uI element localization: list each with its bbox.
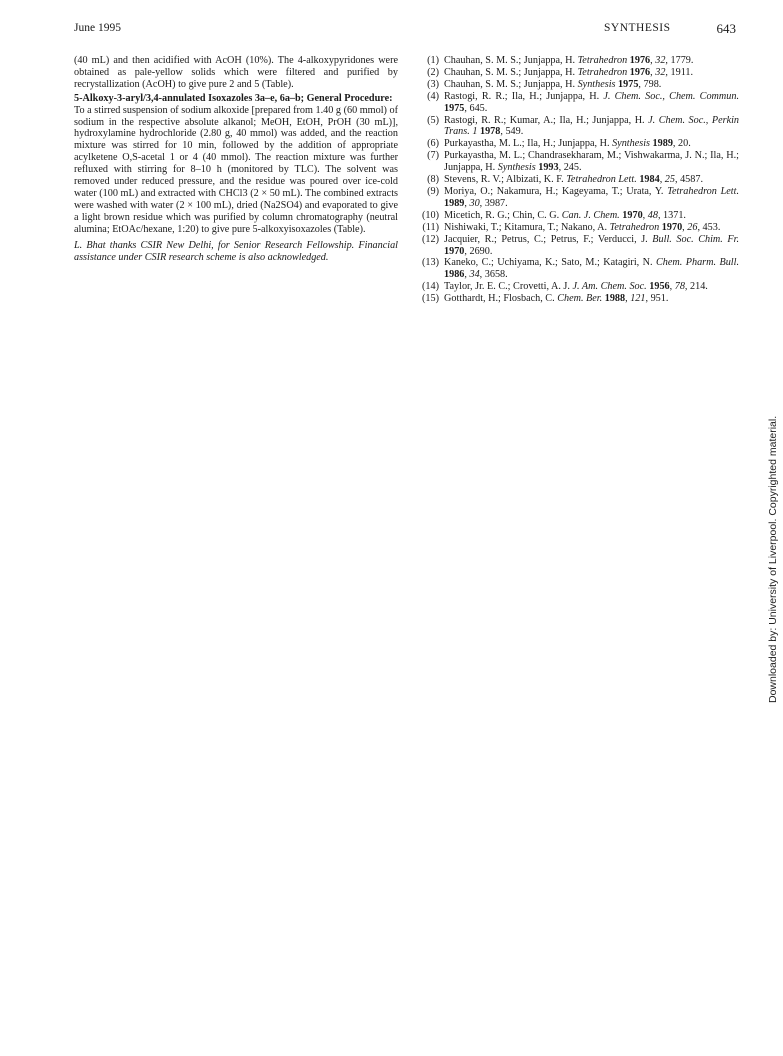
reference-year: 1989 [444, 197, 465, 209]
reference-authors: Nishiwaki, T.; Kitamura, T.; Nakano, A. [444, 221, 608, 233]
reference-item [413, 115, 739, 139]
reference-text: Kaneko, C.; Uchiyama, K.; Sato, M.; Katagiri, N. Chem. Pharm. Bull. 1986, 34, 3658. [444, 257, 739, 281]
reference-year: 1989 [652, 138, 673, 150]
reference-text: Purkayastha, M. L.; Chandrasekharam, M.; Vishwakarma, J. N.; Ila, H.; Junjappa, H. Synthesis 1993, 245. [444, 150, 739, 174]
reference-journal: J. Chem. Soc., Perkin Trans. 1 [444, 114, 740, 138]
reference-journal: Tetrahedron [577, 66, 628, 78]
reference-journal: J. Chem. Soc., Chem. Commun. [603, 90, 740, 102]
reference-volume: 34 [469, 269, 480, 281]
acknowledgement-paragraph: L. Bhat thanks CSIR New Delhi, for Senior Research Fellowship. Financial assistance under CSIR research scheme is also acknowledged. [74, 239, 398, 263]
reference-authors: Taylor, Jr. E. C.; Crovetti, A. J. [444, 281, 570, 293]
reference-authors: Rastogi, R. R.; Ila, H.; Junjappa, H. [444, 90, 600, 102]
reference-volume: 32 [655, 55, 666, 66]
reference-number: (14) [422, 281, 439, 293]
reference-journal: Tetrahedron Lett. [667, 185, 739, 197]
reference-number: (10) [422, 209, 439, 221]
reference-journal: Chem. Pharm. Bull. [656, 257, 739, 269]
reference-item [413, 91, 739, 115]
reference-journal: Synthesis [612, 138, 650, 150]
reference-item [413, 55, 739, 67]
reference-pages: 214. [690, 281, 708, 293]
reference-text: Stevens, R. V.; Albizati, K. F. Tetrahedron Lett. 1984, 25, 4587. [444, 174, 703, 186]
reference-authors: Rastogi, R. R.; Kumar, A.; Ila, H.; Junjappa, H. [444, 114, 645, 126]
header-date: June 1995 [74, 22, 121, 34]
reference-number: (3) [427, 78, 439, 90]
reference-authors: Gotthardt, H.; Flosbach, C. [444, 293, 555, 305]
reference-text: Chauhan, S. M. S.; Junjappa, H. Tetrahedron 1976, 32, 1779. [444, 55, 694, 66]
reference-journal: Synthesis [497, 162, 536, 174]
reference-journal: Tetrahedron [577, 55, 628, 66]
reference-number: (4) [427, 90, 439, 102]
reference-journal: Synthesis [577, 78, 616, 90]
reference-pages: 645. [469, 102, 488, 114]
reference-number: (8) [427, 174, 439, 186]
reference-item [413, 293, 739, 305]
reference-pages: 3987. [484, 197, 508, 209]
reference-journal: Tetrahedron [609, 221, 660, 233]
reference-item [413, 257, 739, 281]
page-header [74, 22, 736, 38]
reference-item [413, 186, 739, 210]
reference-volume: 26 [687, 221, 698, 233]
reference-journal: Can. J. Chem. [561, 209, 620, 221]
left-column [74, 55, 398, 263]
procedure-paragraph: To a stirred suspension of sodium alkoxide [prepared from 1.40 g (60 mmol) of sodium in the respective absolute alkanol; MeOH, EtOH, PrOH (30 mL)], hydroxylamine hydrochloride (2.80 g, 40 mmol) was added, and the reaction mixture was stirred for 10 min, followed by the addition of appropriate acylketene O,S-acetal 1 or 4 (40 mmol). The reaction mixture was further refluxed with stirring for 8–10 h (monitored by TLC). The solvent was removed under reduced pressure, and the residue was poured over ice-cold water (100 mL) and extracted with CHCl3 (2 × 50 mL). The combined extracts were washed with water (2 × 100 mL), dried (Na2SO4) and evaporated to give a light brown residue which was purified by column chromatography (neutral alumina; EtOAc/hexane, 1:20) to give pure 5-alkoxyisoxazoles (Table). [74, 104, 398, 235]
reference-number: (13) [422, 257, 439, 269]
reference-volume: 121 [630, 293, 646, 305]
reference-journal: J. Am. Chem. Soc. [572, 281, 647, 293]
reference-volume: 78 [674, 281, 685, 293]
procedure-heading: 5-Alkoxy-3-aryl/3,4-annulated Isoxazoles 3a–e, 6a–b; General Procedure: [74, 92, 393, 104]
reference-item [413, 174, 739, 186]
reference-pages: 3658. [484, 269, 508, 281]
reference-text: Nishiwaki, T.; Kitamura, T.; Nakano, A. Tetrahedron 1970, 26, 453. [444, 221, 721, 233]
reference-journal: Tetrahedron Lett. [566, 174, 637, 186]
reference-text: Rastogi, R. R.; Ila, H.; Junjappa, H. J. Chem. Soc., Chem. Commun. 1975, 645. [444, 90, 740, 114]
reference-item [413, 67, 739, 79]
reference-authors: Chauhan, S. M. S.; Junjappa, H. [444, 55, 576, 66]
reference-text: Taylor, Jr. E. C.; Crovetti, A. J. J. Am. Chem. Soc. 1956, 78, 214. [444, 281, 708, 293]
reference-number: (2) [427, 66, 439, 78]
reference-authors: Jacquier, R.; Petrus, C.; Petrus, F.; Verducci, J. [444, 233, 648, 245]
reference-text: Micetich, R. G.; Chin, C. G. Can. J. Chem. 1970, 48, 1371. [444, 209, 686, 221]
references-list [413, 55, 739, 305]
reference-year: 1988 [604, 293, 626, 305]
reference-year: 1970 [444, 245, 465, 257]
reference-pages: 20. [678, 138, 691, 150]
reference-year: 1975 [444, 102, 465, 114]
reference-item [413, 210, 739, 222]
reference-text: Purkayastha, M. L.; Ila, H.; Junjappa, H. Synthesis 1989, 20. [444, 138, 691, 150]
reference-pages: 798. [643, 78, 662, 90]
reference-year: 1993 [538, 162, 559, 174]
reference-number: (1) [427, 55, 439, 66]
reference-item [413, 150, 739, 174]
reference-year: 1986 [444, 269, 465, 281]
reference-number: (9) [427, 185, 439, 197]
reference-item [413, 234, 739, 258]
reference-authors: Chauhan, S. M. S.; Junjappa, H. [444, 66, 576, 78]
reference-pages: 4587. [680, 174, 703, 186]
reference-number: (7) [427, 150, 439, 162]
reference-number: (11) [422, 221, 439, 233]
reference-authors: Kaneko, C.; Uchiyama, K.; Sato, M.; Katagiri, N. [444, 257, 653, 269]
reference-volume: 32 [655, 66, 666, 78]
reference-journal: Chem. Ber. [557, 293, 603, 305]
reference-pages: 951. [650, 293, 669, 305]
reference-pages: 1779. [670, 55, 694, 66]
reference-text: Jacquier, R.; Petrus, C.; Petrus, F.; Verducci, J. Bull. Soc. Chim. Fr. 1970, 2690. [444, 233, 740, 257]
reference-volume: 30 [469, 197, 480, 209]
reference-number: (6) [427, 138, 439, 150]
header-page-number: 643 [716, 21, 736, 36]
reference-authors: Stevens, R. V.; Albizati, K. F. [444, 174, 564, 186]
reference-number: (5) [427, 114, 439, 126]
reference-item [413, 138, 739, 150]
reference-year: 1978 [479, 126, 501, 138]
download-watermark: Downloaded by: University of Liverpool. Copyrighted material. [767, 415, 779, 703]
reference-volume: 48 [647, 209, 658, 221]
reference-number: (12) [422, 233, 439, 245]
reference-pages: 1911. [670, 66, 694, 78]
reference-pages: 2690. [469, 245, 493, 257]
reference-year: 1970 [661, 221, 683, 233]
reference-authors: Moriya, O.; Nakamura, H.; Kageyama, T.; Urata, Y. [444, 185, 664, 197]
reference-pages: 1371. [663, 209, 686, 221]
reference-year: 1956 [649, 281, 670, 293]
reference-pages: 453. [702, 221, 721, 233]
reference-year: 1976 [629, 55, 651, 66]
header-journal-name: SYNTHESIS [604, 22, 671, 34]
reference-journal: Bull. Soc. Chim. Fr. [652, 233, 740, 245]
reference-text: Gotthardt, H.; Flosbach, C. Chem. Ber. 1988, 121, 951. [444, 293, 669, 305]
reference-item [413, 222, 739, 234]
experimental-intro-paragraph: (40 mL) and then acidified with AcOH (10%). The 4-alkoxypyridones were obtained as pale-yellow solids which were filtered and purified by recrystallization (AcOH) to give pure 2 and 5 (Table). [74, 55, 398, 90]
reference-pages: 245. [563, 162, 582, 174]
reference-text: Chauhan, S. M. S.; Junjappa, H. Synthesis 1975, 798. [444, 78, 662, 90]
reference-item [413, 281, 739, 293]
reference-authors: Micetich, R. G.; Chin, C. G. [444, 209, 560, 221]
reference-authors: Purkayastha, M. L.; Ila, H.; Junjappa, H. [444, 138, 610, 150]
reference-number: (15) [422, 293, 439, 305]
reference-year: 1970 [622, 209, 643, 221]
reference-year: 1976 [629, 66, 651, 78]
reference-text: Rastogi, R. R.; Kumar, A.; Ila, H.; Junjappa, H. J. Chem. Soc., Perkin Trans. 1 1978, 549. [444, 114, 740, 138]
reference-pages: 549. [505, 126, 524, 138]
reference-year: 1984 [639, 174, 660, 186]
reference-volume: 25 [664, 174, 675, 186]
reference-year: 1975 [618, 78, 639, 90]
reference-authors: Purkayastha, M. L.; Chandrasekharam, M.; Vishwakarma, J. N.; Ila, H.; Junjappa, H. [444, 150, 739, 174]
reference-item [413, 79, 739, 91]
reference-authors: Chauhan, S. M. S.; Junjappa, H. [444, 78, 576, 90]
reference-text: Moriya, O.; Nakamura, H.; Kageyama, T.; Urata, Y. Tetrahedron Lett. 1989, 30, 3987. [444, 185, 739, 209]
reference-text: Chauhan, S. M. S.; Junjappa, H. Tetrahedron 1976, 32, 1911. [444, 66, 694, 78]
